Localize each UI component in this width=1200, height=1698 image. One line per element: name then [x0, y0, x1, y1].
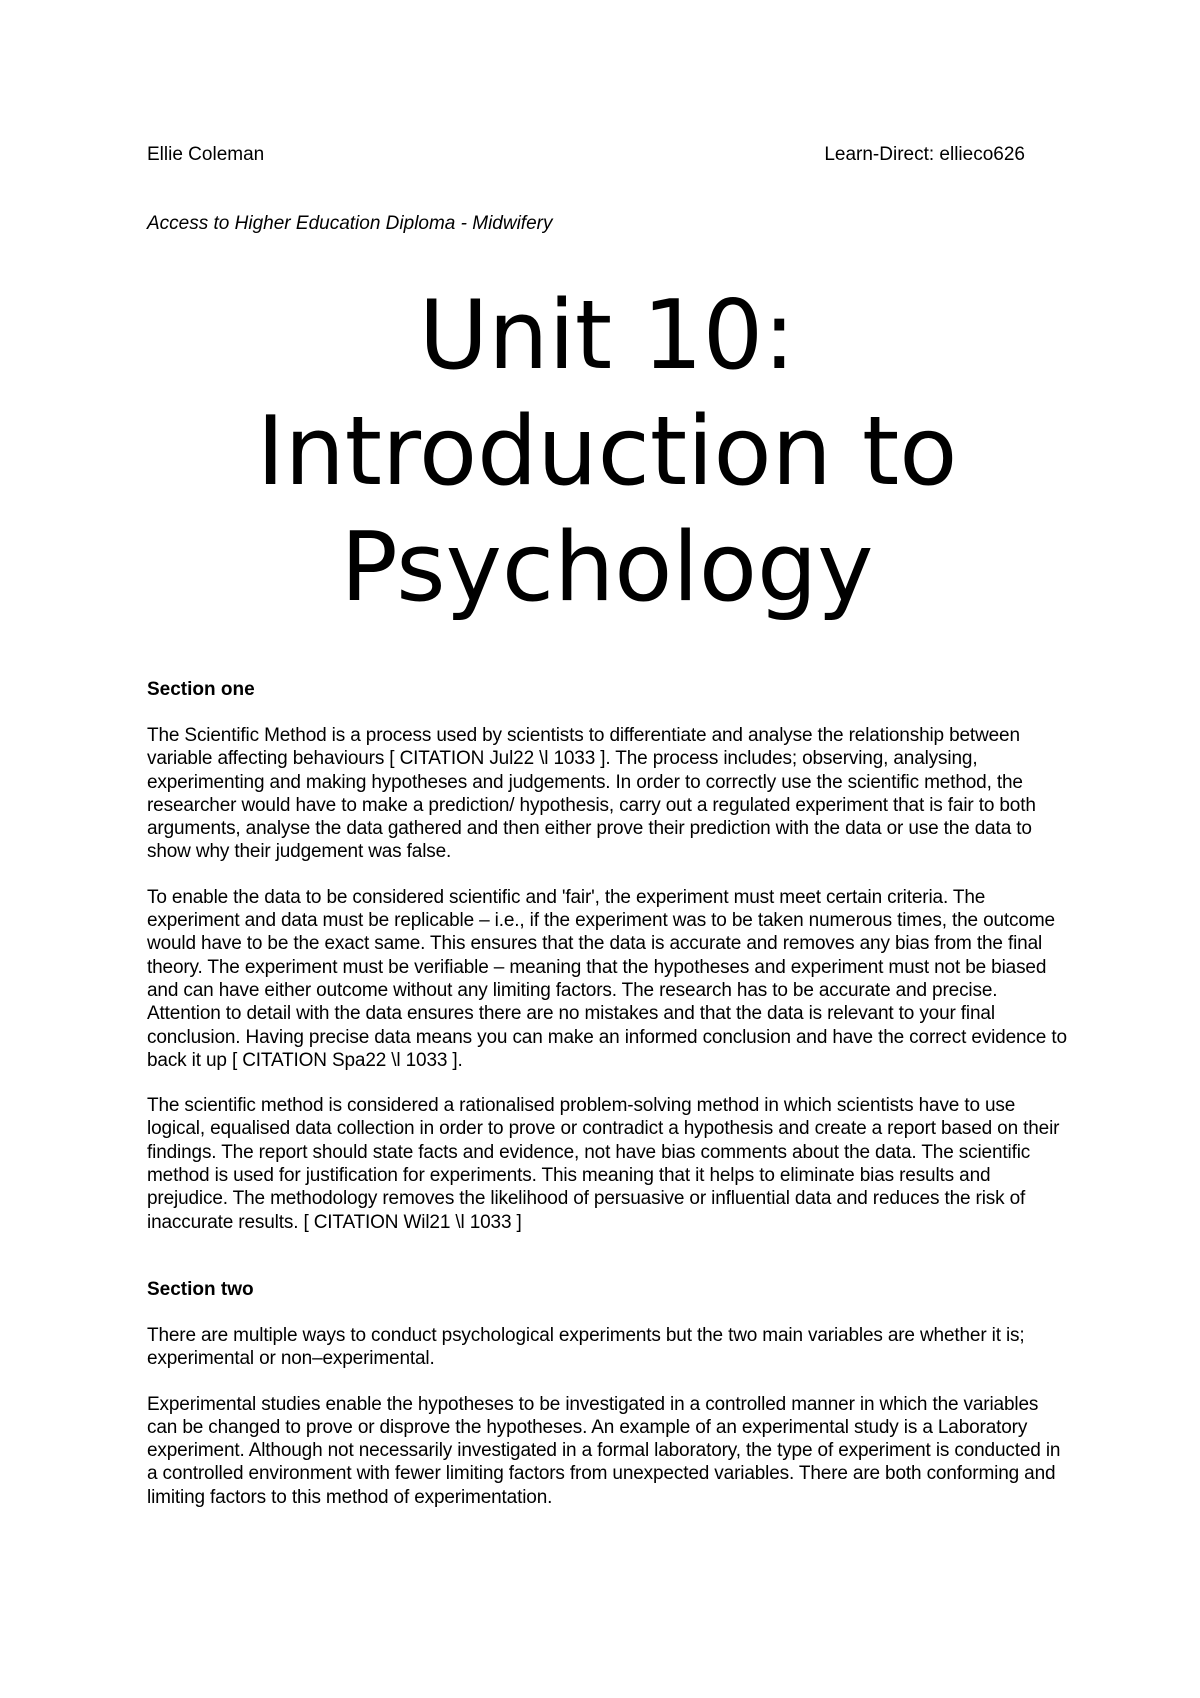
section-two-paragraph: There are multiple ways to conduct psychological experiments but the two main variables are whether it is; experimental or non–experimental. — [147, 1324, 1025, 1370]
section-two-heading: Section two — [147, 1278, 254, 1300]
title-line-2: Introduction to — [256, 397, 958, 507]
document-title — [147, 278, 1067, 626]
title-line-1: Unit 10: — [418, 281, 796, 391]
section-one-heading: Section one — [147, 679, 255, 700]
document-header — [147, 143, 1067, 167]
section-one-paragraph: The Scientific Method is a process used by scientists to differentiate and analyse the relationship between variable affecting behaviours [ CITATION Jul22 \l 1033 ]. The process includes; observing, analysing, experimenting and making hypotheses and judgements. In order to correctly use the scientific method, the researcher would have to make a prediction/ hypothesis, carry out a regulated experiment that is fair to both arguments, analyse the data gathered and then either prove their prediction with the data or use the data to show why their judgement was false. — [147, 725, 1036, 863]
author-name: Ellie Coleman — [147, 144, 265, 165]
document-content — [147, 143, 1067, 1509]
section-one-paragraph: To enable the data to be considered scientific and 'fair', the experiment must meet certain criteria. The experiment and data must be replicable – i.e., if the experiment was to be taken numerous times, the outcome would have to be the exact same. This ensures that the data is accurate and removes any bias from the final theory. The experiment must be verifiable – meaning that the hypotheses and experiment must not be biased and can have either outcome without any limiting factors. The research has to be accurate and precise. Attention to detail with the data ensures there are no mistakes and that the data is relevant to your final conclusion. Having precise data means you can make an informed conclusion and have the correct evidence to back it up [ CITATION Spa22 \l 1033 ]. — [147, 886, 1067, 1071]
section-two-paragraph: Experimental studies enable the hypotheses to be investigated in a controlled manner in which the variables can be changed to prove or disprove the hypotheses. An example of an experimental study is a Laboratory experiment. Although not necessarily investigated in a formal laboratory, the type of experiment is conducted in a controlled environment with fewer limiting factors from unexpected variables. There are both conforming and limiting factors to this method of experimentation. — [147, 1393, 1061, 1508]
course-name: Access to Higher Education Diploma - Midwifery — [147, 213, 553, 234]
section-one-paragraph: The scientific method is considered a rationalised problem-solving method in which scientists have to use logical, equalised data collection in order to prove or contradict a hypothesis and create a report based on their findings. The report should state facts and evidence, not have bias comments about the data. The scientific method is used for justification for experiments. This meaning that it helps to eliminate bias results and prejudice. The methodology removes the likelihood of persuasive or influential data and reduces the risk of inaccurate results. [ CITATION Wil21 \l 1033 ] — [147, 1095, 1060, 1233]
title-line-3: Psychology — [340, 513, 874, 623]
learn-direct-id: Learn-Direct: ellieco626 — [824, 144, 1025, 165]
